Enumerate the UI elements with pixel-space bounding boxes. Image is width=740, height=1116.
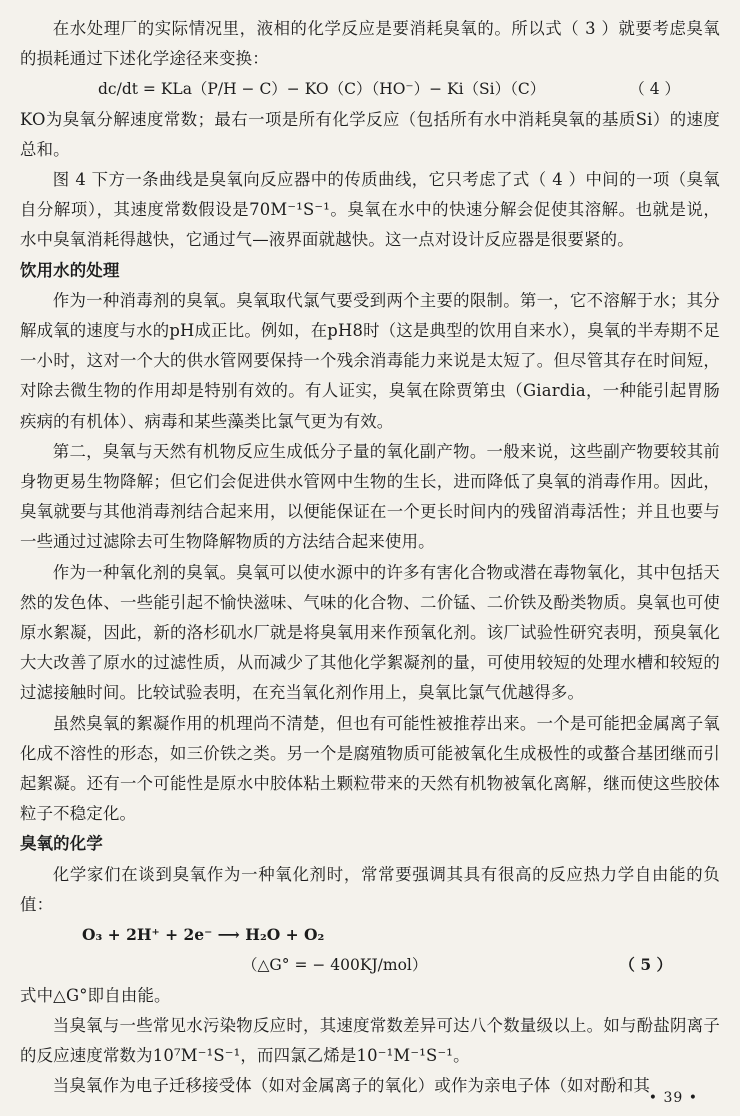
section-heading-ozone-chemistry: 臭氧的化学 — [20, 834, 103, 854]
equation-5-reaction: O₃ + 2H⁺ + 2e⁻ ⟶ H₂O + O₂ — [82, 925, 325, 945]
paragraph-5: 第二，臭氧与天然有机物反应生成低分子量的氧化副产物。一般来说，这些副产物要较其前身物更易生物降解；但它们会促进供水管网中生物的生长，进而降低了臭氧的消毒作用。因此，臭氧就要与其他消毒剂结合起来用，以便能保证在一个更长时间内的残留消毒活性；并且也要与一些通过过滤除去可生物降解物质的方法结合起来使用。 — [20, 441, 720, 552]
paragraph-7: 虽然臭氧的絮凝作用的机理尚不清楚，但也有可能性被推荐出来。一个是可能把金属离子氧化成不溶性的形态，如三价铁之类。另一个是腐殖物质可能被氧化生成极性的或螯合基团继而引起絮凝。还有一个可能性是原水中胶体粘土颗粒带来的天然有机物被氧化离解，继而使这些胶体粒子不稳定化。 — [20, 713, 720, 824]
equation-4-number: （ 4 ） — [629, 80, 680, 99]
paragraph-2: KO为臭氧分解速度常数；最右一项是所有化学反应（包括所有水中消耗臭氧的基质Si）的速度总和。 — [20, 109, 720, 159]
paragraph-4: 作为一种消毒剂的臭氧。臭氧取代氯气要受到两个主要的限制。第一，它不溶解于水；其分解成氧的速度与水的pH成正比。例如，在pH8时（这是典型的饮用自来水），臭氧的半寿期不足一小时，这对一个大的供水管网要保持一个残余消毒能力来说是太短了。但尽管其存在时间短，对除去微生物的作用却是特别有效的。有人证实，臭氧在除贾第虫（Giardia，一种能引起胃肠疾病的有机体）、病毒和某些藻类比氯气更为有效。 — [20, 290, 720, 431]
equation-4-text: dc/dt = KLa（P/H − C）− KO（C）（HO⁻）− Ki（Si）（C） — [98, 80, 546, 99]
paragraph-8: 化学家们在谈到臭氧作为一种氧化剂时，常常要强调其具有很高的反应热力学自由能的负值： — [20, 864, 720, 914]
equation-4 — [20, 74, 720, 104]
page-number: • 39 • — [648, 1090, 698, 1106]
paragraph-10: 当臭氧与一些常见水污染物反应时，其速度常数差异可达八个数量级以上。如与酚盐阴离子的反应速度常数为10⁷M⁻¹S⁻¹，而四氯乙烯是10⁻¹M⁻¹S⁻¹。 — [20, 1015, 720, 1065]
section-heading-drinking-water: 饮用水的处理 — [20, 260, 120, 280]
paragraph-3: 图 4 下方一条曲线是臭氧向反应器中的传质曲线，它只考虑了式（ 4 ）中间的一项（臭氧自分解项），其速度常数假设是70M⁻¹S⁻¹。臭氧在水中的快速分解会促使其溶解。也就是说，水中臭氧消耗得越快，它通过气—液界面就越快。这一点对设计反应器是很要紧的。 — [20, 170, 720, 250]
equation-5-number: （ 5 ） — [619, 955, 672, 975]
paragraph-1: 在水处理厂的实际情况里，液相的化学反应是要消耗臭氧的。所以式（ 3 ）就要考虑臭氧的损耗通过下述化学途径来变换： — [20, 19, 720, 69]
equation-5-energy: （△G° = − 400KJ/mol） — [242, 956, 428, 975]
paragraph-6: 作为一种氧化剂的臭氧。臭氧可以使水源中的许多有害化合物或潜在毒物氧化，其中包括天然的发色体、一些能引起不愉快滋味、气味的化合物、二价锰、二价铁及酚类物质。臭氧也可使原水絮凝，因此，新的洛杉矶水厂就是将臭氧用来作预氧化剂。该厂试验性研究表明，预臭氧化大大改善了原水的过滤性质，从而减少了其他化学絮凝剂的量，可使用较短的处理水槽和较短的过滤接触时间。比较试验表明，在充当氧化剂作用上，臭氧比氯气优越得多。 — [20, 562, 720, 703]
paragraph-11: 当臭氧作为电子迁移接受体（如对金属离子的氧化）或作为亲电子体（如对酚和其 — [52, 1076, 651, 1096]
equation-5 — [20, 950, 720, 980]
paragraph-9: 式中△G°即自由能。 — [20, 985, 171, 1005]
